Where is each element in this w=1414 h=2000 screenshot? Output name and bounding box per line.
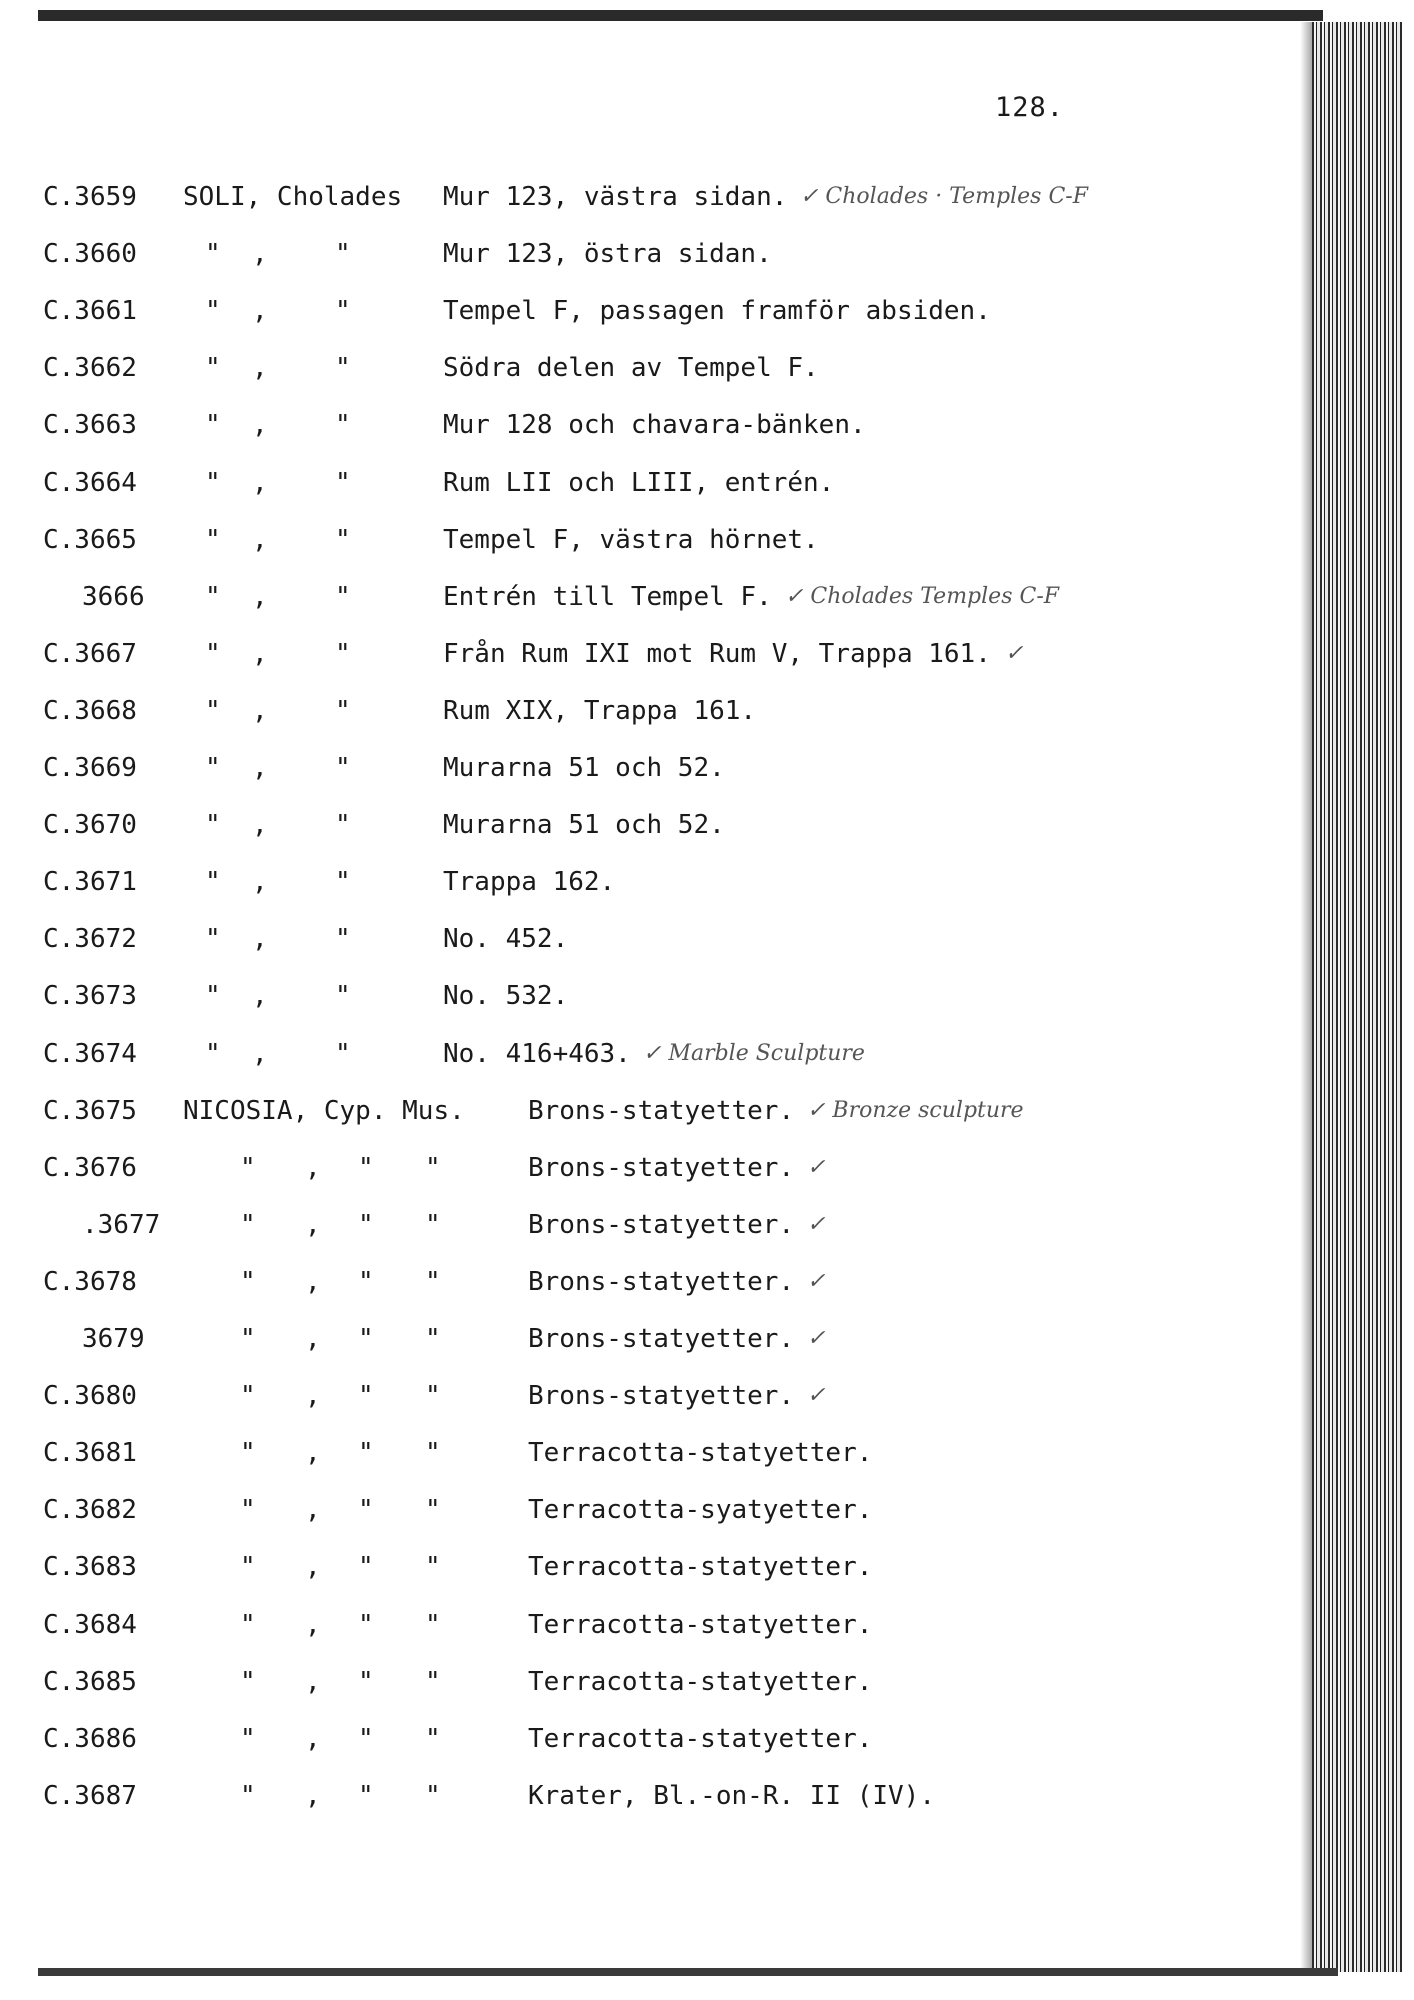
- ditto-mark: ": [425, 1153, 441, 1183]
- handwritten-note: ✓ Marble Sculpture: [643, 1041, 865, 1066]
- ditto-mark: ": [205, 753, 221, 783]
- catalog-number: C.3687: [43, 1781, 137, 1811]
- description: Mur 128 och chavara-bänken.: [443, 410, 866, 440]
- ditto-mark: ": [240, 1552, 256, 1582]
- comma: ,: [305, 1552, 321, 1582]
- catalog-number: C.3686: [43, 1724, 137, 1754]
- list-item: [0, 468, 1300, 508]
- ditto-mark: ": [425, 1210, 441, 1240]
- ditto-mark: ": [335, 525, 351, 555]
- description: Entrén till Tempel F.: [443, 582, 772, 612]
- handwritten-note: ✓: [807, 1155, 826, 1180]
- comma: ,: [305, 1724, 321, 1754]
- ditto-mark: ": [205, 410, 221, 440]
- description: Terracotta-statyetter.: [528, 1552, 873, 1582]
- comma: ,: [252, 1039, 268, 1069]
- ditto-mark: ": [335, 239, 351, 269]
- comma: ,: [305, 1438, 321, 1468]
- site-name: SOLI, Cholades: [183, 182, 403, 212]
- list-item: [0, 239, 1300, 279]
- ditto-mark: ": [205, 981, 221, 1011]
- catalog-number: C.3676: [43, 1153, 137, 1183]
- catalog-number: C.3668: [43, 696, 137, 726]
- description: No. 452.: [443, 924, 569, 954]
- ditto-mark: ": [205, 867, 221, 897]
- handwritten-note: ✓ Cholades · Temples C-F: [800, 184, 1088, 209]
- comma: ,: [252, 696, 268, 726]
- ditto-mark: ": [205, 810, 221, 840]
- list-item: [0, 1267, 1300, 1307]
- description: Terracotta-statyetter.: [528, 1667, 873, 1697]
- ditto-mark: ": [335, 1039, 351, 1069]
- comma: ,: [305, 1324, 321, 1354]
- description: Trappa 162.: [443, 867, 616, 897]
- ditto-mark: ": [240, 1324, 256, 1354]
- ditto-mark: ": [358, 1724, 374, 1754]
- list-item: [0, 182, 1300, 222]
- comma: ,: [305, 1610, 321, 1640]
- list-item: [0, 981, 1300, 1021]
- ditto-mark: ": [358, 1381, 374, 1411]
- catalog-number: C.3660: [43, 239, 137, 269]
- comma: ,: [305, 1381, 321, 1411]
- catalog-number: C.3672: [43, 924, 137, 954]
- comma: ,: [252, 525, 268, 555]
- comma: ,: [252, 924, 268, 954]
- handwritten-note: ✓ Bronze sculpture: [807, 1098, 1024, 1123]
- list-item: [0, 525, 1300, 565]
- list-item: [0, 810, 1300, 850]
- ditto-mark: ": [240, 1610, 256, 1640]
- ditto-mark: ": [205, 1039, 221, 1069]
- handwritten-note: ✓ Cholades Temples C-F: [785, 584, 1060, 609]
- ditto-mark: ": [240, 1267, 256, 1297]
- description: Mur 123, östra sidan.: [443, 239, 772, 269]
- comma: ,: [252, 296, 268, 326]
- ditto-mark: ": [240, 1781, 256, 1811]
- comma: ,: [252, 468, 268, 498]
- ditto-mark: ": [425, 1552, 441, 1582]
- catalog-number: C.3663: [43, 410, 137, 440]
- list-item: [0, 1438, 1300, 1478]
- ditto-mark: ": [205, 468, 221, 498]
- site-name: NICOSIA, Cyp. Mus.: [183, 1096, 465, 1126]
- ditto-mark: ": [425, 1724, 441, 1754]
- ditto-mark: ": [425, 1667, 441, 1697]
- ditto-mark: ": [205, 924, 221, 954]
- ditto-mark: ": [205, 639, 221, 669]
- book-page-edges: [1312, 22, 1402, 1972]
- catalog-number: C.3661: [43, 296, 137, 326]
- description: Brons-statyetter.: [528, 1324, 795, 1354]
- description: Terracotta-statyetter.: [528, 1438, 873, 1468]
- list-item: [0, 1381, 1300, 1421]
- handwritten-note: ✓: [807, 1212, 826, 1237]
- comma: ,: [305, 1153, 321, 1183]
- ditto-mark: ": [240, 1724, 256, 1754]
- catalog-number: C.3674: [43, 1039, 137, 1069]
- ditto-mark: ": [425, 1267, 441, 1297]
- catalog-number: 3679: [82, 1324, 145, 1354]
- ditto-mark: ": [240, 1381, 256, 1411]
- catalog-number: C.3673: [43, 981, 137, 1011]
- description: Brons-statyetter.: [528, 1210, 795, 1240]
- catalog-number: C.3659: [43, 182, 137, 212]
- ditto-mark: ": [358, 1324, 374, 1354]
- bottom-border: [38, 1968, 1338, 1976]
- description: Rum XIX, Trappa 161.: [443, 696, 757, 726]
- list-item: [0, 867, 1300, 907]
- description: No. 532.: [443, 981, 569, 1011]
- description: Brons-statyetter.: [528, 1096, 795, 1126]
- handwritten-note: ✓: [807, 1269, 826, 1294]
- description: Tempel F, västra hörnet.: [443, 525, 819, 555]
- list-item: [0, 1667, 1300, 1707]
- comma: ,: [252, 867, 268, 897]
- description: Brons-statyetter.: [528, 1153, 795, 1183]
- ditto-mark: ": [205, 525, 221, 555]
- list-item: [0, 582, 1300, 622]
- ditto-mark: ": [358, 1267, 374, 1297]
- description: Murarna 51 och 52.: [443, 810, 725, 840]
- description: Rum LII och LIII, entrén.: [443, 468, 835, 498]
- ditto-mark: ": [425, 1324, 441, 1354]
- comma: ,: [252, 353, 268, 383]
- catalog-number: C.3671: [43, 867, 137, 897]
- list-item: [0, 1324, 1300, 1364]
- catalog-number: 3666: [82, 582, 145, 612]
- ditto-mark: ": [335, 924, 351, 954]
- description: Terracotta-statyetter.: [528, 1724, 873, 1754]
- ditto-mark: ": [205, 353, 221, 383]
- list-item: [0, 696, 1300, 736]
- ditto-mark: ": [358, 1495, 374, 1525]
- list-item: [0, 1495, 1300, 1535]
- ditto-mark: ": [335, 639, 351, 669]
- description: Murarna 51 och 52.: [443, 753, 725, 783]
- list-item: [0, 1724, 1300, 1764]
- comma: ,: [252, 981, 268, 1011]
- ditto-mark: ": [358, 1781, 374, 1811]
- list-item: [0, 296, 1300, 336]
- comma: ,: [305, 1210, 321, 1240]
- ditto-mark: ": [358, 1552, 374, 1582]
- description: Från Rum IXI mot Rum V, Trappa 161.: [443, 639, 991, 669]
- ditto-mark: ": [335, 867, 351, 897]
- list-item: [0, 1781, 1300, 1821]
- catalog-number: C.3680: [43, 1381, 137, 1411]
- catalog-number: C.3683: [43, 1552, 137, 1582]
- ditto-mark: ": [425, 1438, 441, 1468]
- comma: ,: [305, 1781, 321, 1811]
- description: Tempel F, passagen framför absiden.: [443, 296, 991, 326]
- comma: ,: [252, 810, 268, 840]
- ditto-mark: ": [335, 696, 351, 726]
- list-item: [0, 353, 1300, 393]
- list-item: [0, 1096, 1300, 1136]
- catalog-number: C.3669: [43, 753, 137, 783]
- description: Södra delen av Tempel F.: [443, 353, 819, 383]
- ditto-mark: ": [335, 353, 351, 383]
- page-number: 128.: [995, 92, 1065, 123]
- ditto-mark: ": [358, 1667, 374, 1697]
- ditto-mark: ": [205, 696, 221, 726]
- list-item: [0, 1552, 1300, 1592]
- comma: ,: [305, 1495, 321, 1525]
- ditto-mark: ": [240, 1667, 256, 1697]
- handwritten-note: ✓: [807, 1326, 826, 1351]
- ditto-mark: ": [335, 810, 351, 840]
- catalog-number: C.3670: [43, 810, 137, 840]
- comma: ,: [252, 639, 268, 669]
- handwritten-note: ✓: [807, 1383, 826, 1408]
- list-item: [0, 410, 1300, 450]
- ditto-mark: ": [358, 1610, 374, 1640]
- ditto-mark: ": [240, 1153, 256, 1183]
- description: Brons-statyetter.: [528, 1267, 795, 1297]
- description: Terracotta-syatyetter.: [528, 1495, 873, 1525]
- comma: ,: [305, 1667, 321, 1697]
- ditto-mark: ": [425, 1495, 441, 1525]
- catalog-number: C.3665: [43, 525, 137, 555]
- catalog-number: C.3664: [43, 468, 137, 498]
- catalog-number: C.3675: [43, 1096, 137, 1126]
- ditto-mark: ": [358, 1210, 374, 1240]
- ditto-mark: ": [205, 582, 221, 612]
- description: Terracotta-statyetter.: [528, 1610, 873, 1640]
- description: Brons-statyetter.: [528, 1381, 795, 1411]
- ditto-mark: ": [425, 1610, 441, 1640]
- list-item: [0, 924, 1300, 964]
- handwritten-note: ✓: [1005, 641, 1024, 666]
- comma: ,: [252, 582, 268, 612]
- catalog-number: C.3685: [43, 1667, 137, 1697]
- ditto-mark: ": [335, 981, 351, 1011]
- catalog-number: C.3684: [43, 1610, 137, 1640]
- ditto-mark: ": [240, 1495, 256, 1525]
- ditto-mark: ": [240, 1438, 256, 1468]
- comma: ,: [305, 1267, 321, 1297]
- list-item: [0, 1153, 1300, 1193]
- ditto-mark: ": [358, 1438, 374, 1468]
- ditto-mark: ": [335, 410, 351, 440]
- catalog-number: .3677: [82, 1210, 161, 1240]
- list-item: [0, 1610, 1300, 1650]
- list-item: [0, 753, 1300, 793]
- ditto-mark: ": [425, 1781, 441, 1811]
- ditto-mark: ": [205, 296, 221, 326]
- list-item: [0, 639, 1300, 679]
- ditto-mark: ": [335, 582, 351, 612]
- list-item: [0, 1039, 1300, 1079]
- catalog-number: C.3662: [43, 353, 137, 383]
- catalog-number: C.3667: [43, 639, 137, 669]
- ditto-mark: ": [240, 1210, 256, 1240]
- description: Krater, Bl.-on-R. II (IV).: [528, 1781, 935, 1811]
- description: No. 416+463.: [443, 1039, 631, 1069]
- comma: ,: [252, 753, 268, 783]
- top-border: [38, 10, 1323, 21]
- ditto-mark: ": [425, 1381, 441, 1411]
- ditto-mark: ": [205, 239, 221, 269]
- comma: ,: [252, 239, 268, 269]
- comma: ,: [252, 410, 268, 440]
- list-item: [0, 1210, 1300, 1250]
- catalog-number: C.3681: [43, 1438, 137, 1468]
- catalog-number: C.3682: [43, 1495, 137, 1525]
- ditto-mark: ": [358, 1153, 374, 1183]
- ditto-mark: ": [335, 296, 351, 326]
- description: Mur 123, västra sidan.: [443, 182, 788, 212]
- ditto-mark: ": [335, 468, 351, 498]
- ditto-mark: ": [335, 753, 351, 783]
- catalog-number: C.3678: [43, 1267, 137, 1297]
